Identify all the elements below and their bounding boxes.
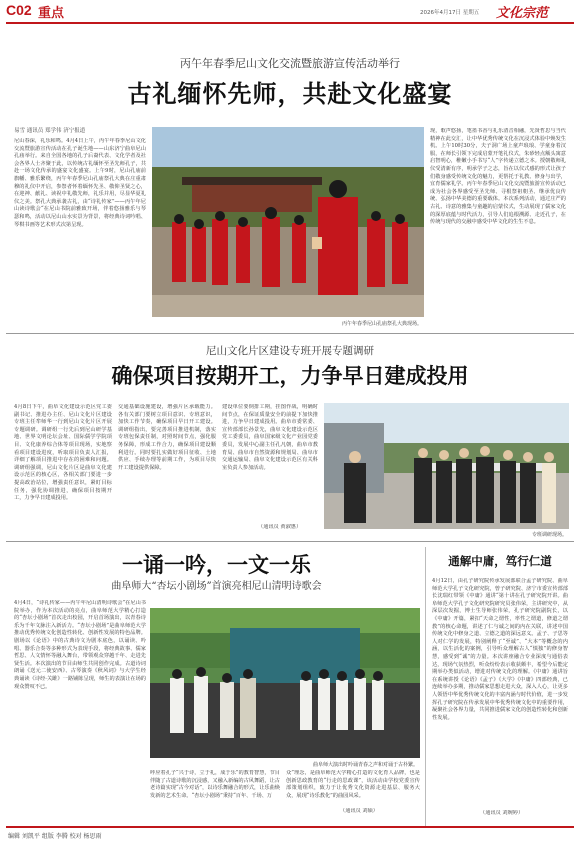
article1-photo-caption: 丙午年春季尼山孔庙祭孔大典现场。 [341,321,422,327]
article1-kicker: 丙午年春季尼山文化交流暨旅游宣传活动举行 [180,57,400,70]
article4-headline: 通解中庸，笃行仁道 [448,554,552,568]
article4-sign: （通讯员 刘婉婷） [480,810,524,816]
article3-photo [150,608,420,758]
article1-headline: 古礼缅怀先师，共赴文化盛宴 [127,79,453,108]
article3-col3: 众”理念，是曲阜师范大学精心打造的文化育人品牌，也是创新思政教育的“行走的思政课”，该活动由学校党委宣传部策划组织，致力于让优秀文化资源走进基层、服务大众，展现“诗乐教化”的曲园风采。 [286,770,420,799]
article1-byline: 易雪 通讯员 郑学伟 济宁报道 [14,128,86,134]
article1-col3: 现，歌声悠扬，笔墨书香与礼乐清音相融，先贤哲思与当代精神在此交汇，让中华优秀传统文化在沉浸式体验中焕发生机。上午10时30分，夫子洞广场上童声琅琅、学童身着汉服，在师长引领下完成启蒙开笔礼仪式，朱砂轻点额头寓意启智明心，稚嫩小手书写“人”字传递立德之本。授朝敬师礼仪受清新有序，明承学子之志，旨在以仪式感的形式让孩子们敬身感受传统文化的魅力，更帮托于礼教、修身与出学，宜育儒家礼学。丙午年春季尼山文化交流暨旅游宣传活动已成为社会各界感受至圣先师、寻根祭祖朝圣、继承优良传统、弘扬中华美德的重要载体。本次系列活动，通过庄严的古礼、诗意的雅集与童趣的启蒙仪式，生动展现了儒家文化的深厚底蕴与时代活力，引导人们追根溯源、走近孔子，在传统与现代的交融中感受中华文化的生生不息。 [430,128,566,226]
article1-photo [152,127,424,317]
article1-divider [6,333,574,334]
article2-col3: 建设单位要倒排工期，挂图作战，明确时间节点，在保证质量安全的前提下加快推进，力争早日建成投用。曲阜市委常委、宣传部部长孙景先，曲阜文化建设示范区党工委委员，曲阜国家级文化产业园党委委员，发展中心副主任孔凡朝，曲阜市教育局、曲阜市自然资源和规划局、曲阜市交通运输局、曲阜文化建设示范区有关科室负责人参加活动。 [222,404,318,471]
article3-headline: 一诵一吟，一文一乐 [122,552,311,577]
article2-col1: 4月8日下午，曲阜文化建设示范区党工委副书记、推进办主任、尼山文化片区建设专班主任牟师华一行到尼山文化片区开展专题调研。调研组一行先后到尼山研学基地、世界文明论坛会址、国际儒学学院项目、文化康养综合体等项目现场，实地察看项目建设进度，听取项目负责人汇报，详细了解项目推进中存在的困难和问题。调研组强调，尼山文化片区是曲阜文化建设示范区的核心区，各相关部门要进一步提高政治站位，增强责任意识，紧盯目标任务，强化协调推进，确保项目按期开工，力争早日建成投用。 [14,404,112,502]
page-label: C02 [6,2,32,18]
article2-photo [324,403,569,529]
article3-kicker: 曲阜师大“杏坛小剧场”首演亮相尼山清明诗歌会 [111,581,322,592]
footer-credits: 编辑 刘凯平 组版 李腾 校对 杨思雨 [8,833,102,840]
article2-divider [6,541,574,542]
article2-col2: 交通基础设施建设，增强片区承载能力。各有关部门要树立项目意识、专班意识，加快工作节奏，确保项目早日开工建设。调研组指出，要完善项目推进机制，落实专班包保责任制，对照时间节点，强化服务保障，形成工作合力，确保项目建设顺利进行。同时要扎实做好项目征收、土地供应、手续办理等前期工作，为项目尽快开工建设提供保障。 [118,404,216,471]
article4-body: 4月12日，由孔子研究院传承发展部联合孟子研究院、曲阜师范大学孔子文化研究院，曾子研究院、济宁市委宣传部部长沈瑞红带领《中庸》通讲“第十讲在孔子研究院开讲。曲阜师范大学孔子文化研究院研究员张伟荣，主讲研究中，从深层次发掘，博士生导师张伟荣，孔子研究院副院长，以《中庸》开篇，紧扣“天命之谓性，率性之谓道，修道之谓教”的核心命题，讲述了仁与诚之间的内在关联，讲述中国传统文化中修身之道、立德之道的深远意义。孟子、子思等人对仁学的发展，特别阐释了“至诚”、“大本”等概念的内涵，以生活化的案例，引导听众理解古人“慎独”的修身智慧，感受到“诚”的力量。本次讲座融合专业深度与通俗表达，现场气氛热烈，听众纷纷表示收获颇丰，希望今后能定期举办类似活动，增进对传统文化的理解。《中庸》通讲旨在系统讲授《论语》《孟子》《大学》《中庸》四部经典，已连续举办多期，推动儒家思想走进大众，深入人心，让更多人领悟中华优秀传统文化的丰富内涵与时代价值，进一步发挥孔子研究院在传承发展中华优秀传统文化中的重要作用，凝聚社会各界力量，共同推进儒家文化的创造性转化和创新性发展。 [432,578,568,721]
section-label: 重点 [38,6,65,21]
article2-photo-caption: 专班调研现场。 [531,532,567,538]
article3-photo-caption: 曲阜师大演出时吟诵青春之声和对诵于古朴繁。 [312,762,418,768]
article3-col1: 4月4日，“诗礼传家——丙午年尼山清明诗歌会”在尼山书院举办，作为本次活动的亮点，曲阜师范大学精心打造的“杏坛小剧场”首次走出校园，开启首场演出，以青春诗乐为千年文脉注入新活力。“杏坛小剧场”是曲阜师范大学推动优秀传统文化创造性转化、创新性发展的特色品牌。剧场以《论语》中的古典诗文为剧本底色，以诵读、吟唱、器乐合奏等多种形式为表现手段，将经典故事、儒家哲思、人文情怀等融入舞台，带领观众穿越千年、走进先贤生活。本次演出的节目由师生共同创作完成。古道诗词朗诵《送元二使安西》、古琴演奏《秋风词》与大学生经典诵读《诗经·关雎》一路铺陈呈现，师生的表演让在场的观众赞叹不已。 [14,600,146,690]
footer-rule [6,826,574,828]
site-visit-photo-image [324,403,569,529]
issue-date: 2026年4月17日 星期五 [420,10,480,16]
header-rule [6,22,574,24]
article3-sign: （通讯员 刘硕） [340,808,378,814]
performance-photo-image [150,608,420,758]
article2-kicker: 尼山文化片区建设专班开展专题调研 [206,345,374,357]
column-rule [425,547,426,827]
masthead: 文化宗范 [496,6,549,21]
ceremony-photo-image [152,127,424,317]
article1-col1: 尼山春深，礼乐和鸣。4月4日上午，丙午年春季尼山文化交流暨旅游宣传活动在孔子诞生地——山东济宁曲阜尼山孔庙举行。来自全国各地的孔子后裔代表、文化学者及社会各界人士齐聚于此，以传统古礼缅怀至圣先师孔子，共赴一场文化传承的盛宴文化盛宴。上午9时，尼山孔庙前旗幡、雅乐繁绕，丙午年春季尼山孔庙祭孔大典在庄重肃穆的礼仪中开启，参祭者怀着缅怀先圣、敬仰圣贤之心，在迎神、献礼、读祝中礼敬先师，礼乐并用，尽显华夏礼仪之美。祭孔大典承袭古礼，由“诗礼传家”——丙午年尼山读诗歌会“在尼山书院前雅致开场，伴着悠扬雅乐与琴瑟和鸣，活动以尼山山水实景为背景，将经典诗词吟唱、琴棋书画等艺术形式次第呈现。 [14,138,146,228]
article2-headline: 确保项目按期开工，力争早日建成投用 [111,363,469,388]
article2-sign: （通讯员 黄淑惠） [258,524,302,530]
article3-col2: 呼应着孔子“兴于诗，立于礼，成于乐”的教育智慧，节目伴随了古道诗歌的沉浸感，又融入新编的古风舞蹈，让古老诗篇实现“古今对话”，以诗乐舞融合的形式，让乐曲焕发新的艺术生命。“杏坛小剧场”秉持“百年、千场、万 [150,770,280,799]
